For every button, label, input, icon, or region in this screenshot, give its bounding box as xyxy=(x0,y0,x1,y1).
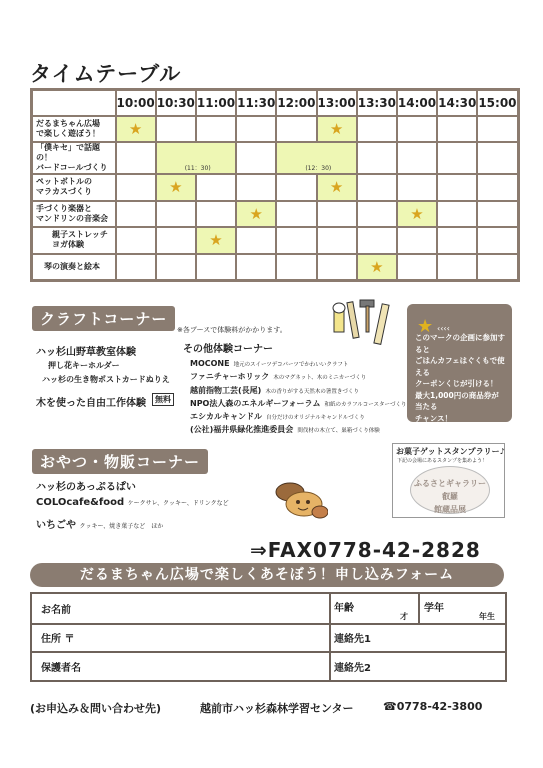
contact-label: (お申込み＆問い合わせ先) xyxy=(30,702,162,715)
timetable xyxy=(30,88,520,282)
other-item-name: MOCONE xyxy=(190,359,230,368)
address-field[interactable]: 住所 〒 xyxy=(41,634,75,645)
span-end-time: (12：30) xyxy=(305,165,332,172)
time-cell xyxy=(317,254,357,281)
time-span-cell xyxy=(276,142,356,174)
time-header: 13:30 xyxy=(357,90,397,116)
activity-label-line: バードコールづくり xyxy=(36,163,108,172)
snack-item-desc: ケークサレ、クッキー、ドリンクなど xyxy=(127,500,229,507)
craft-tools-illustration xyxy=(330,296,392,352)
stamp-title: お菓子ゲットスタンプラリー♪ xyxy=(396,447,505,456)
time-cell xyxy=(156,227,196,254)
grade-field[interactable]: 学年 xyxy=(424,603,444,614)
time-cell xyxy=(397,227,437,254)
time-cell xyxy=(276,201,316,228)
time-cell xyxy=(156,116,196,143)
time-cell xyxy=(317,174,357,201)
activity-label-line: マンドリンの音楽会 xyxy=(36,213,108,223)
activity-label-line: マラカスづくり xyxy=(36,187,92,197)
star-icon: ★ xyxy=(169,178,183,197)
activity-label xyxy=(32,142,116,174)
time-cell xyxy=(437,254,477,281)
time-cell xyxy=(236,227,276,254)
other-title: その他体験コーナー xyxy=(183,344,273,355)
fax-number: ⇒FAX0778-42-2828 xyxy=(250,538,481,562)
free-badge: 無料 xyxy=(152,393,174,406)
stamp-line: ふるさとギャラリー叡羅 xyxy=(414,479,486,501)
star-icon: ★ xyxy=(370,257,384,276)
activity-label-line: ヨガ体験 xyxy=(36,240,84,250)
time-cell xyxy=(116,174,156,201)
snack-item-name: いちごや xyxy=(36,520,76,531)
other-item xyxy=(190,358,410,371)
snack-item xyxy=(36,478,136,493)
time-cell xyxy=(357,116,397,143)
craft-heading: クラフトコーナー xyxy=(32,306,175,331)
time-header: 14:00 xyxy=(397,90,437,116)
activity-label-line: だるまちゃん広場 xyxy=(36,118,100,128)
time-cell xyxy=(236,174,276,201)
time-span-cell xyxy=(156,142,236,174)
time-cell xyxy=(196,254,236,281)
time-cell xyxy=(276,116,316,143)
activity-label xyxy=(32,174,116,201)
name-field[interactable]: お名前 xyxy=(41,605,71,616)
timetable-row xyxy=(32,254,519,281)
time-cell xyxy=(276,227,316,254)
timetable-row xyxy=(32,142,519,174)
time-cell xyxy=(156,201,196,228)
activity-label xyxy=(32,227,116,254)
time-cell xyxy=(276,174,316,201)
star-icon: ★ xyxy=(209,231,223,250)
time-cell xyxy=(156,254,196,281)
stamp-badge xyxy=(410,466,490,514)
activity-label-line: 親子ストレッチ xyxy=(36,230,108,240)
star-icon: ★ xyxy=(410,204,424,223)
time-cell xyxy=(236,142,276,174)
time-cell xyxy=(437,116,477,143)
other-item-desc: 木のマグネット、木のミニカーづくり xyxy=(273,375,367,382)
time-cell xyxy=(357,142,397,174)
snack-item xyxy=(36,516,163,531)
time-cell xyxy=(196,116,236,143)
other-item xyxy=(190,398,410,411)
time-cell xyxy=(477,227,518,254)
activity-label-line: ペットボトルの xyxy=(36,177,92,187)
star-icon: ★ xyxy=(329,178,344,197)
other-item-desc: 間伐材の木立て、巣箱づくり体験 xyxy=(297,428,380,435)
time-cell xyxy=(236,254,276,281)
time-cell xyxy=(477,142,518,174)
time-cell xyxy=(317,116,357,143)
grade-unit: 年生 xyxy=(479,612,495,621)
other-item-desc: 自分だけのオリジナルキャンドルづくり xyxy=(266,415,365,422)
time-header: 10:30 xyxy=(156,90,196,116)
stamp-line: 館蔵品展 xyxy=(434,505,466,514)
other-item-name: ファニチャーホリック xyxy=(190,372,270,382)
other-item-desc: 地元のスイーツデコパーツでかわいいクラフト xyxy=(233,362,349,368)
timetable-row xyxy=(32,116,519,143)
stamp-subtitle: 下記の会場にあるスタンプを集めよう！ xyxy=(397,458,488,464)
time-cell xyxy=(236,116,276,143)
time-cell xyxy=(397,201,437,228)
time-cell xyxy=(196,227,236,254)
contact-organization: 越前市ハッ杉森林学習センター xyxy=(200,702,354,715)
timetable-header-row xyxy=(32,90,519,116)
time-cell xyxy=(437,142,477,174)
other-item-name: 越前指物工芸(長尾) xyxy=(190,385,262,395)
age-unit: 才 xyxy=(400,612,408,621)
timetable-row xyxy=(32,174,519,201)
other-item xyxy=(190,371,410,384)
snack-item-name: COLOcafe&food xyxy=(36,497,125,508)
hassu-item: 押し花キーホルダー xyxy=(48,361,120,370)
other-list xyxy=(190,358,410,438)
other-item-name: (公社)福井県緑化推進委員会 xyxy=(190,425,294,435)
wood-craft: 木を使った自由工作体験 xyxy=(36,398,146,409)
time-header: 10:00 xyxy=(116,90,156,116)
star-icon: ★ xyxy=(417,316,434,337)
activity-label-line: 「僕キセ」で話題の！ xyxy=(36,143,100,162)
activity-label-line: で楽しく遊ぼう！ xyxy=(36,128,100,138)
time-header: 11:00 xyxy=(196,90,236,116)
coupon-arrows: ‹‹‹‹ xyxy=(437,324,450,333)
hassu-item: ハッ杉の生き物ポストカードぬりえ xyxy=(42,375,170,384)
time-cell xyxy=(116,201,156,228)
other-item-desc: 和紙のカラフルコースターづくり xyxy=(324,401,407,408)
time-cell xyxy=(317,227,357,254)
guardian-field[interactable]: 保護者名 xyxy=(41,663,81,674)
other-item-name: エシカルキャンドル xyxy=(190,412,262,422)
star-icon: ★ xyxy=(329,119,344,138)
hassu-title: ハッ杉山野草教室体験 xyxy=(36,347,136,358)
contact1-field[interactable]: 連絡先1 xyxy=(334,634,371,645)
time-cell xyxy=(276,254,316,281)
timetable-row xyxy=(32,227,519,254)
time-cell xyxy=(437,227,477,254)
coupon-line: チャンス！ xyxy=(415,413,453,423)
time-cell xyxy=(357,201,397,228)
craft-note: ※各ブースで体験料がかかります。 xyxy=(177,326,287,334)
time-cell xyxy=(116,227,156,254)
other-item-name: NPO法人森のエネルギーフォーラム xyxy=(190,398,321,408)
activity-label xyxy=(32,254,116,281)
activity-label xyxy=(32,116,116,143)
time-cell xyxy=(116,142,156,174)
application-form xyxy=(30,592,507,682)
contact-phone: ☎0778-42-3800 xyxy=(383,700,483,713)
time-header: 13:00 xyxy=(317,90,357,116)
other-item xyxy=(190,411,410,424)
other-item-desc: 木の香りがする天然木の箸置きづくり xyxy=(265,388,359,395)
activity-label xyxy=(32,201,116,228)
span-end-time: (11：30) xyxy=(184,165,211,172)
star-icon: ★ xyxy=(249,204,263,223)
time-cell xyxy=(397,254,437,281)
time-cell xyxy=(196,201,236,228)
other-item xyxy=(190,424,410,437)
time-cell xyxy=(317,201,357,228)
time-cell xyxy=(236,201,276,228)
time-cell xyxy=(437,174,477,201)
time-cell xyxy=(116,254,156,281)
time-cell xyxy=(397,116,437,143)
time-cell xyxy=(116,116,156,143)
time-cell xyxy=(196,174,236,201)
time-header: 11:30 xyxy=(236,90,276,116)
time-cell xyxy=(357,227,397,254)
contact2-field[interactable]: 連絡先2 xyxy=(334,663,371,674)
time-cell xyxy=(477,116,518,143)
time-cell xyxy=(397,174,437,201)
time-cell xyxy=(156,174,196,201)
form-banner: だるまちゃん広場で楽しくあそぼう！申し込みフォーム xyxy=(30,563,504,587)
time-header: 12:00 xyxy=(276,90,316,116)
time-cell xyxy=(437,201,477,228)
time-header: 14:30 xyxy=(437,90,477,116)
other-item xyxy=(190,385,410,398)
snack-heading: おやつ・物販コーナー xyxy=(32,449,208,474)
coupon-line: 最大1,000円の商品券が当たる xyxy=(415,390,499,411)
star-icon: ★ xyxy=(128,119,143,138)
page-title: タイムテーブル xyxy=(30,62,182,86)
time-cell xyxy=(477,201,518,228)
timetable-row xyxy=(32,201,519,228)
time-header: 15:00 xyxy=(477,90,518,116)
cookies-illustration xyxy=(270,478,328,522)
time-cell xyxy=(357,174,397,201)
coupon-line: このマークの企画に参加すると xyxy=(415,333,505,354)
time-cell xyxy=(397,142,437,174)
snack-item-name: ハッ杉のあっぷるぱい xyxy=(36,482,136,493)
timetable-corner xyxy=(32,90,116,116)
coupon-line: クーポンくじが引ける！ xyxy=(415,379,498,388)
snack-item xyxy=(36,497,229,508)
time-cell xyxy=(477,254,518,281)
snack-item-desc: クッキー、焼き菓子など ほか xyxy=(79,523,164,530)
coupon-line: ごはんカフェはぐくもで使える xyxy=(415,356,505,377)
time-cell xyxy=(357,254,397,281)
activity-label-line: 琴の演奏と絵本 xyxy=(36,261,100,271)
activity-label-line: 手づくり楽器と xyxy=(36,203,92,213)
time-cell xyxy=(477,174,518,201)
age-field[interactable]: 年齢 xyxy=(334,603,354,614)
